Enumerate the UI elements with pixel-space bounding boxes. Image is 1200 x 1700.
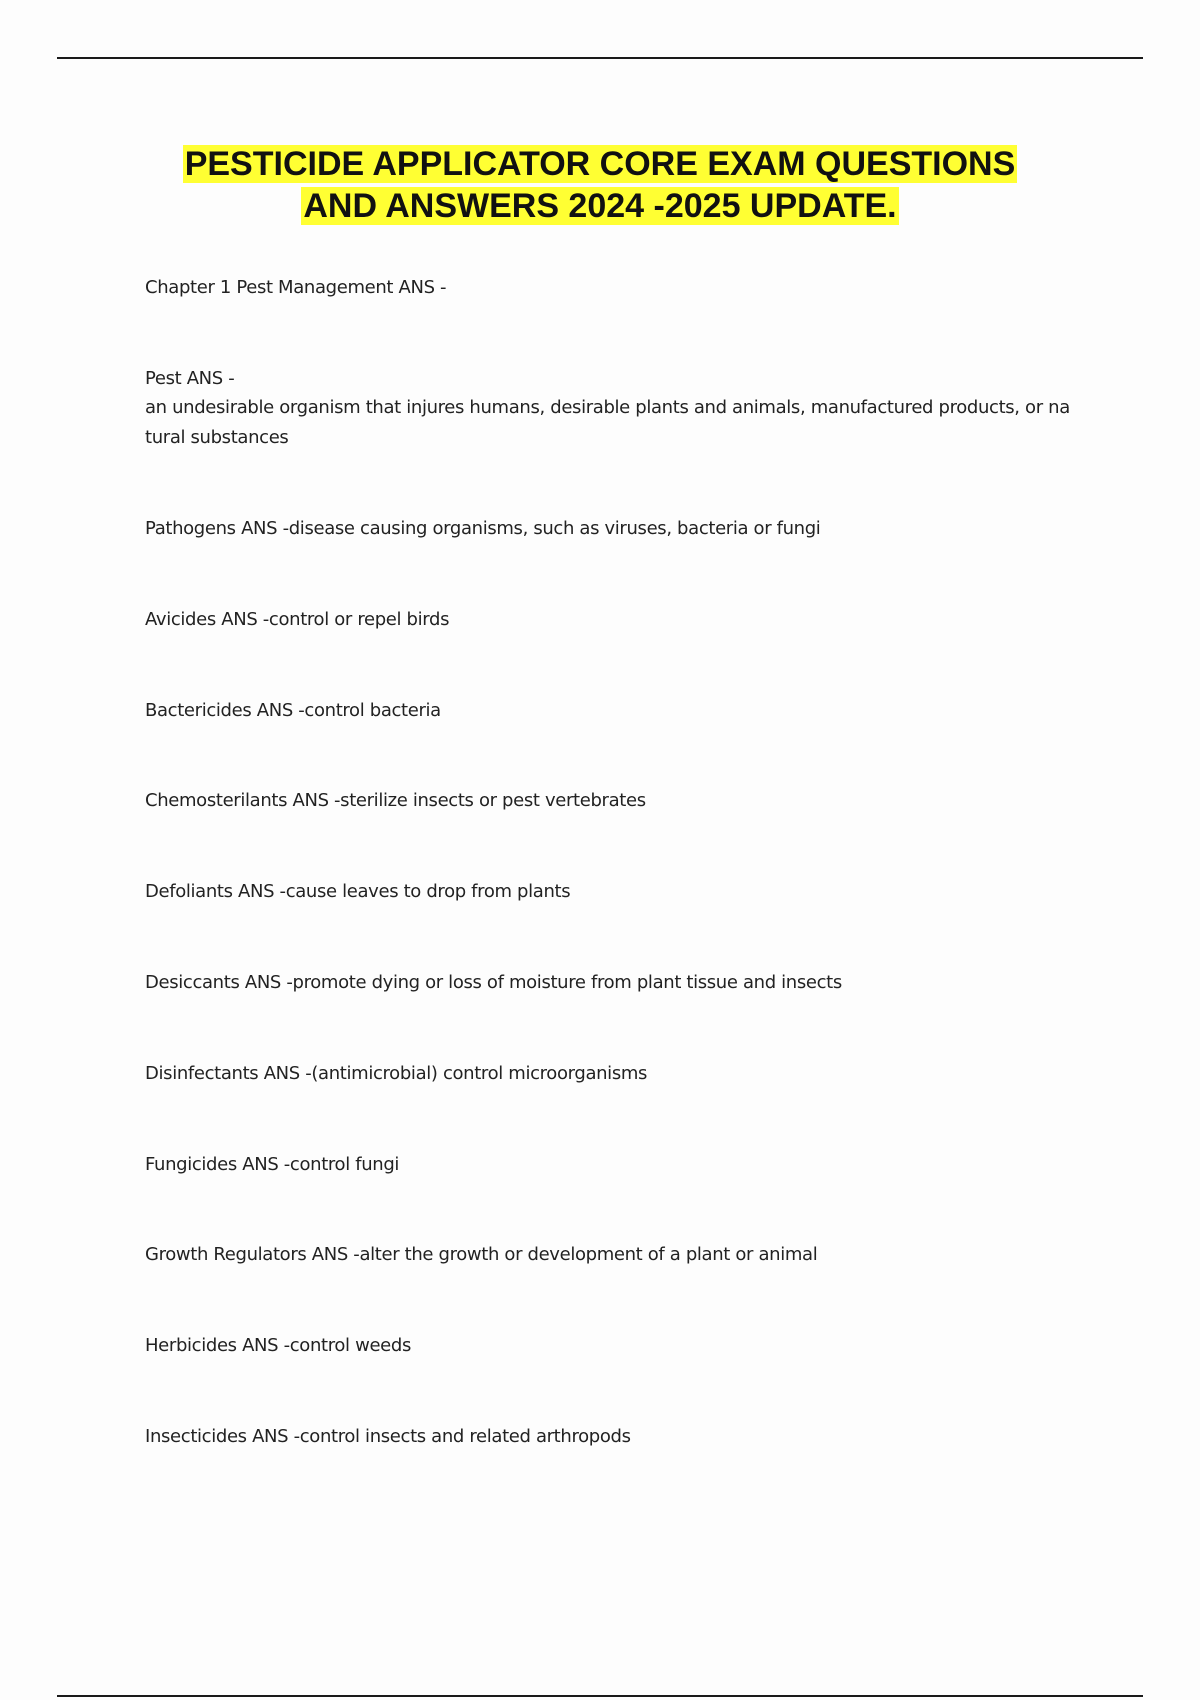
top-rule bbox=[57, 57, 1143, 59]
title-line-2: AND ANSWERS 2024 -2025 UPDATE. bbox=[303, 187, 897, 225]
document-title bbox=[100, 143, 1100, 227]
entry-avicides: Avicides ANS -control or repel birds bbox=[145, 609, 450, 630]
entry-pest-definition-line-1: an undesirable organism that injures humans, desirable plants and animals, manufactured products, or na bbox=[145, 397, 1070, 418]
entry-desiccants: Desiccants ANS -promote dying or loss of moisture from plant tissue and insects bbox=[145, 972, 842, 993]
bottom-rule bbox=[57, 1695, 1143, 1697]
title-line-1: PESTICIDE APPLICATOR CORE EXAM QUESTIONS bbox=[184, 145, 1016, 183]
entry-insecticides: Insecticides ANS -control insects and related arthropods bbox=[145, 1426, 631, 1447]
entry-chapter-heading: Chapter 1 Pest Management ANS - bbox=[145, 277, 447, 298]
entry-pathogens: Pathogens ANS -disease causing organisms, such as viruses, bacteria or fungi bbox=[145, 518, 821, 539]
entry-fungicides: Fungicides ANS -control fungi bbox=[145, 1154, 400, 1175]
entry-pest-term: Pest ANS - bbox=[145, 368, 235, 389]
entry-bactericides: Bactericides ANS -control bacteria bbox=[145, 700, 441, 721]
entry-chemosterilants: Chemosterilants ANS -sterilize insects or pest vertebrates bbox=[145, 790, 646, 811]
entry-defoliants: Defoliants ANS -cause leaves to drop from plants bbox=[145, 881, 571, 902]
entry-herbicides: Herbicides ANS -control weeds bbox=[145, 1335, 411, 1356]
entry-disinfectants: Disinfectants ANS -(antimicrobial) control microorganisms bbox=[145, 1063, 648, 1084]
entry-growth-regulators: Growth Regulators ANS -alter the growth or development of a plant or animal bbox=[145, 1244, 818, 1265]
entry-pest-definition-line-2: tural substances bbox=[145, 427, 289, 448]
